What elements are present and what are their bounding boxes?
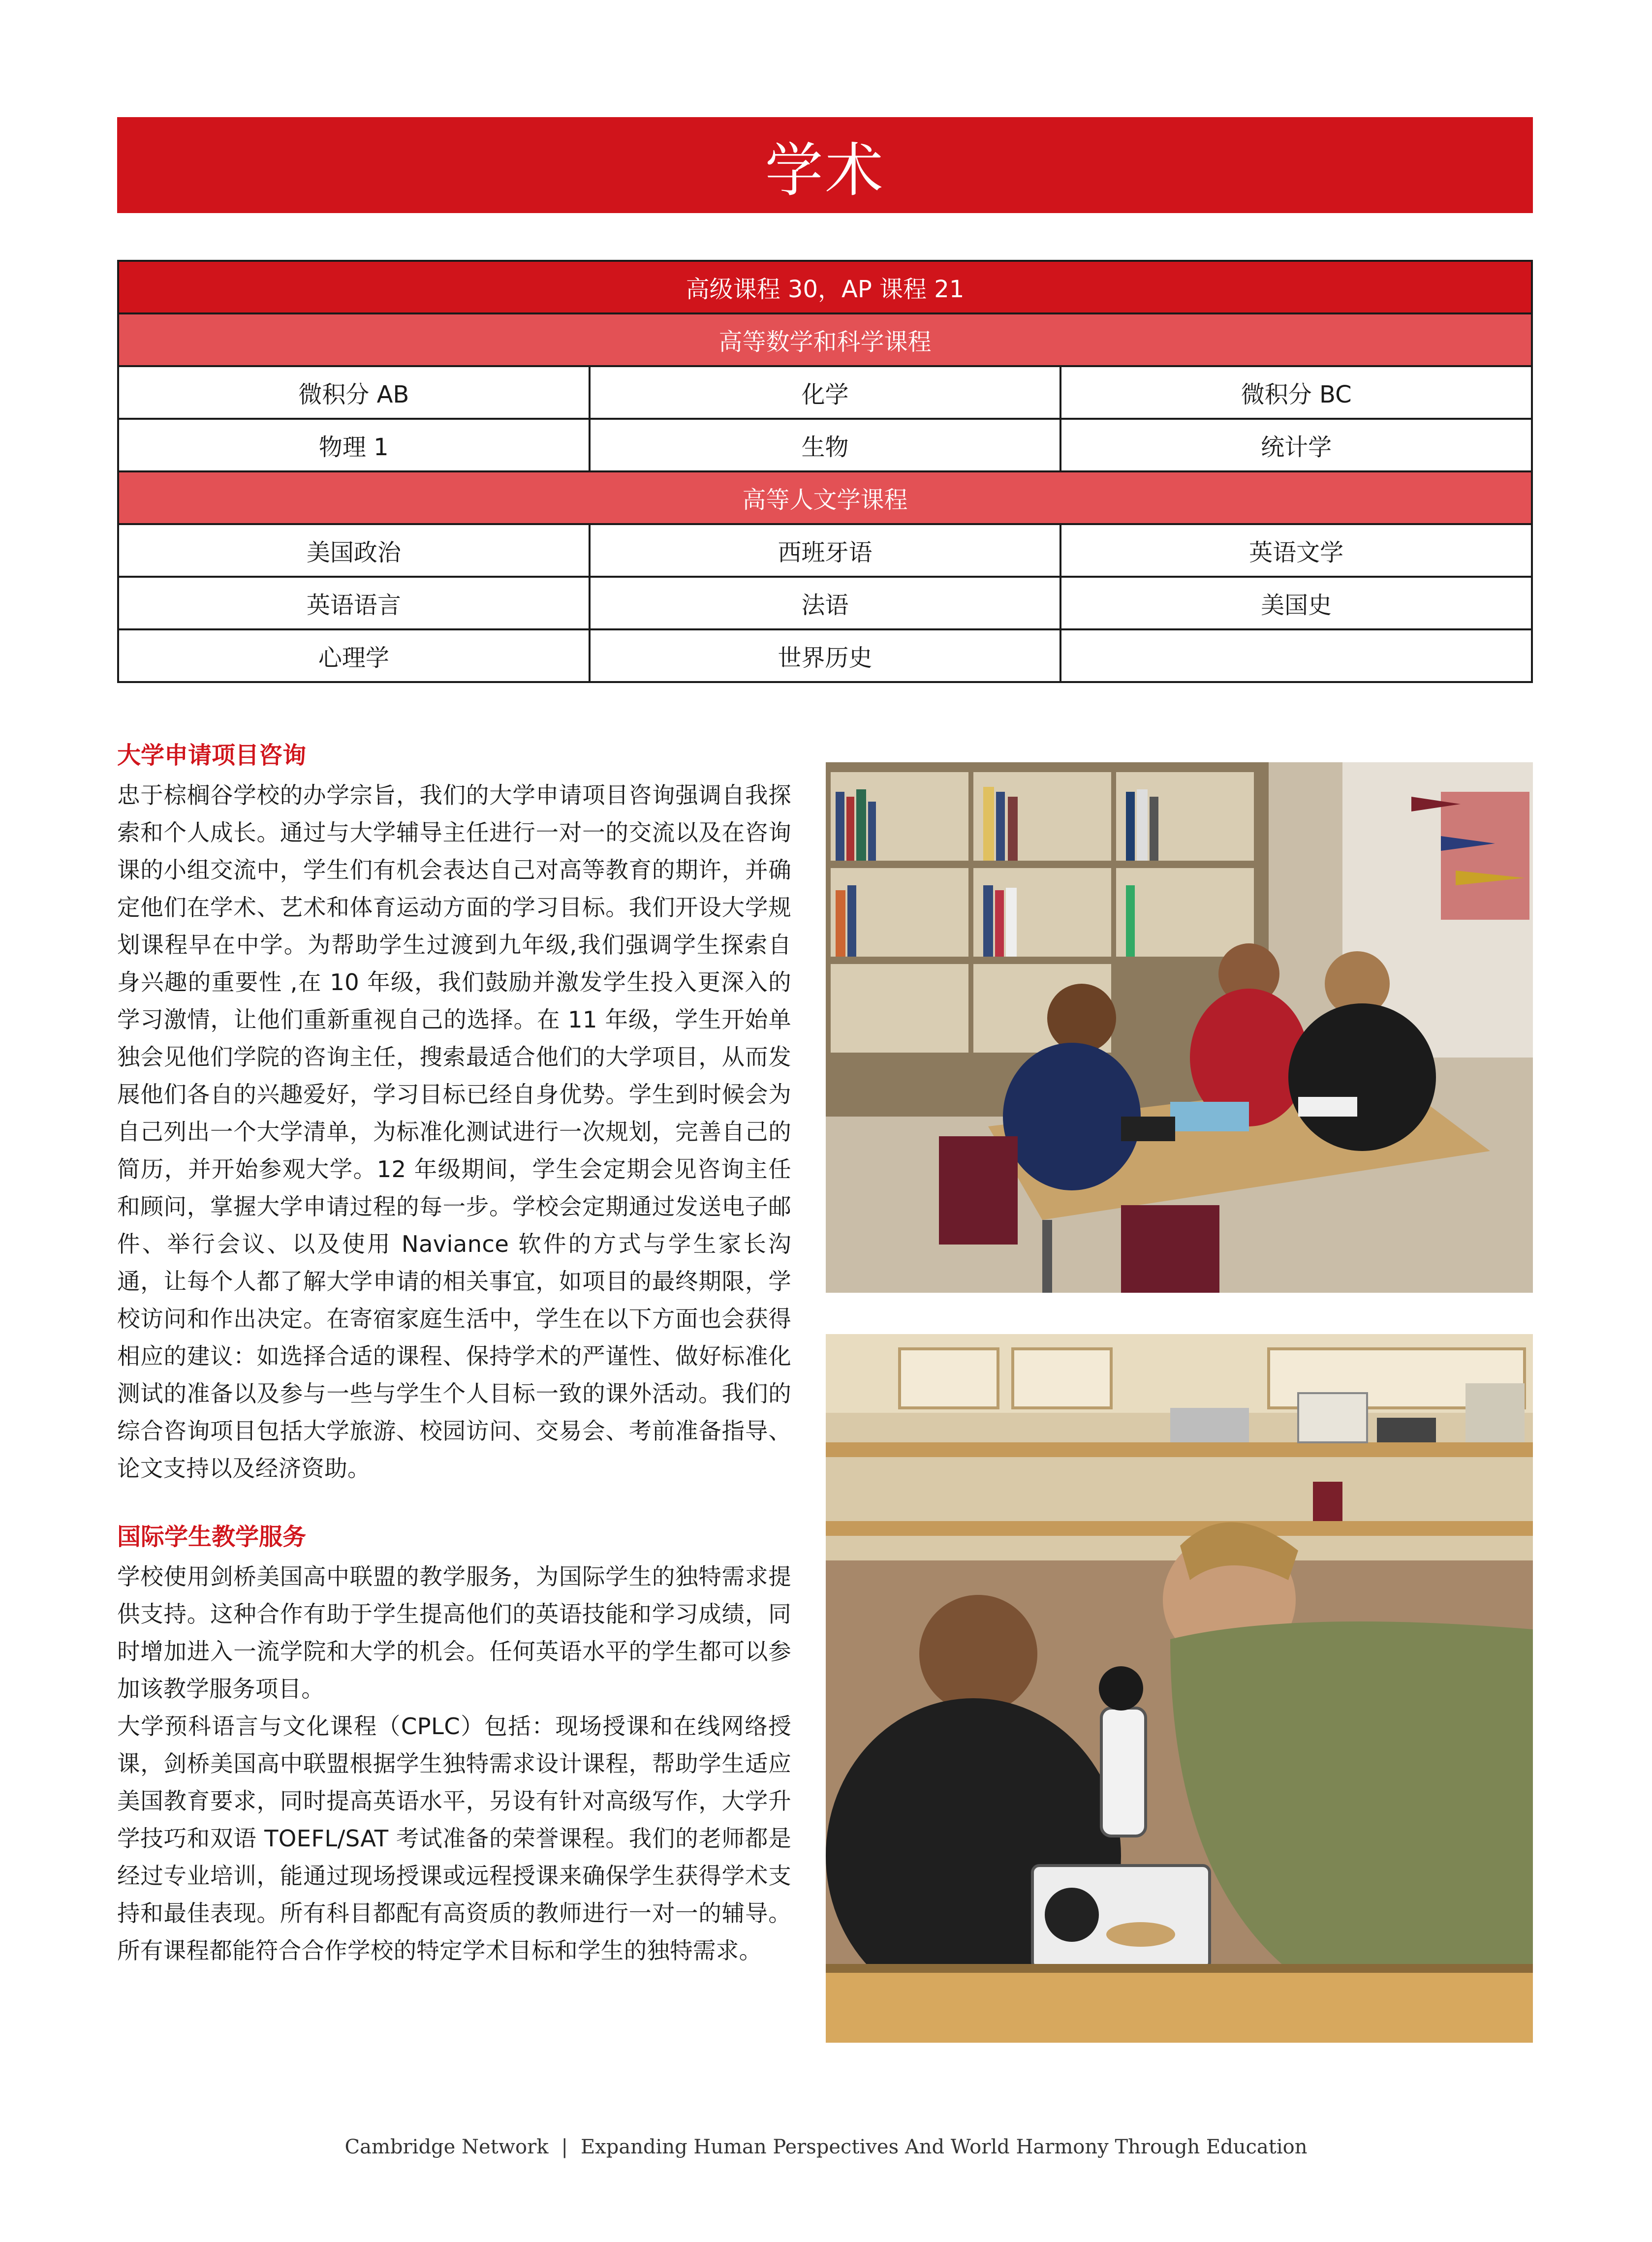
intl-services-heading: 国际学生教学服务 (117, 1523, 307, 1551)
math-science-header-row (118, 313, 1532, 366)
course-cell: 英语语言 (118, 577, 590, 629)
table-row (118, 366, 1532, 419)
course-cell: 法语 (590, 577, 1061, 629)
course-cell: 世界历史 (590, 629, 1061, 682)
course-cell: 美国政治 (118, 524, 590, 577)
page-title-banner (117, 117, 1533, 213)
course-count-header: 高级课程 30，AP 课程 21 (118, 261, 1532, 313)
humanities-header-row (118, 471, 1532, 524)
library-study-illustration (826, 762, 1533, 1293)
humanities-title: 高等人文学课程 (118, 471, 1532, 524)
course-cell (1060, 629, 1532, 682)
footer (0, 2136, 1652, 2158)
course-cell: 化学 (590, 366, 1061, 419)
course-cell: 心理学 (118, 629, 590, 682)
library-study-photo (826, 762, 1533, 1293)
table-row (118, 524, 1532, 577)
course-table-header-row (118, 261, 1532, 313)
course-cell: 微积分 AB (118, 366, 590, 419)
course-cell: 微积分 BC (1060, 366, 1532, 419)
footer-org: Cambridge Network (344, 2136, 549, 2158)
college-counseling-heading: 大学申请项目咨询 (117, 742, 307, 769)
intl-services-body-2: 大学预科语言与文化课程（CPLC）包括：现场授课和在线网络授课，剑桥美国高中联盟根据学生独特需求设计课程，帮助学生适应美国教育要求，同时提高英语水平，另设有针对高级写作，大学升学技巧和双语 TOEFL/SAT 考试准备的荣誉课程。我们的老师都是经过专业培训，能通过现场授课或远程授课来确保学生获得学术支持和最佳表现。所有科目都配有高资质的教师进行一对一的辅导。所有课程都能符合合作学校的特定学术目标和学生的独特需求。 (117, 1713, 791, 1964)
microscope-lab-illustration (826, 1334, 1533, 2043)
course-cell: 物理 1 (118, 419, 590, 471)
page-title: 学术 (765, 136, 885, 204)
course-cell: 生物 (590, 419, 1061, 471)
table-row (118, 629, 1532, 682)
microscope-lab-photo (826, 1334, 1533, 2043)
footer-tagline: Expanding Human Perspectives And World Harmony Through Education (580, 2136, 1308, 2158)
text-column (117, 738, 791, 1969)
course-cell: 西班牙语 (590, 524, 1061, 577)
table-row (118, 577, 1532, 629)
intl-services-body-1: 学校使用剑桥美国高中联盟的教学服务，为国际学生的独特需求提供支持。这种合作有助于学生提高他们的英语技能和学习成绩，同时增加进入一流学院和大学的机会。任何英语水平的学生都可以参加该教学服务项目。 (117, 1563, 791, 1702)
course-cell: 英语文学 (1060, 524, 1532, 577)
course-cell: 美国史 (1060, 577, 1532, 629)
table-row (118, 419, 1532, 471)
course-cell: 统计学 (1060, 419, 1532, 471)
course-table (117, 260, 1533, 683)
footer-separator: | (561, 2136, 568, 2158)
math-science-title: 高等数学和科学课程 (118, 313, 1532, 366)
college-counseling-body: 忠于棕榈谷学校的办学宗旨，我们的大学申请项目咨询强调自我探索和个人成长。通过与大学辅导主任进行一对一的交流以及在咨询课的小组交流中，学生们有机会表达自己对高等教育的期许，并确定他们在学术、艺术和体育运动方面的学习目标。我们开设大学规划课程早在中学。为帮助学生过渡到九年级,我们强调学生探索自身兴趣的重要性 ,在 10 年级，我们鼓励并激发学生投入更深入的学习激情，让他们重新重视自己的选择。在 11 年级，学生开始单独会见他们学院的咨询主任，搜索最适合他们的大学项目，从而发展他们各自的兴趣爱好，学习目标已经自身优势。学生到时候会为自己列出一个大学清单，为标准化测试进行一次规划，完善自己的简历，并开始参观大学。12 年级期间，学生会定期会见咨询主任和顾问，掌握大学申请过程的每一步。学校会定期通过发送电子邮件、举行会议、以及使用 Naviance 软件的方式与学生家长沟通，让每个人都了解大学申请的相关事宜，如项目的最终期限，学校访问和作出决定。在寄宿家庭生活中，学生在以下方面也会获得相应的建议：如选择合适的课程、保持学术的严谨性、做好标准化测试的准备以及参与一些与学生个人目标一致的课外活动。我们的综合咨询项目包括大学旅游、校园访问、交易会、考前准备指导、论文支持以及经济资助。 (117, 782, 791, 1482)
